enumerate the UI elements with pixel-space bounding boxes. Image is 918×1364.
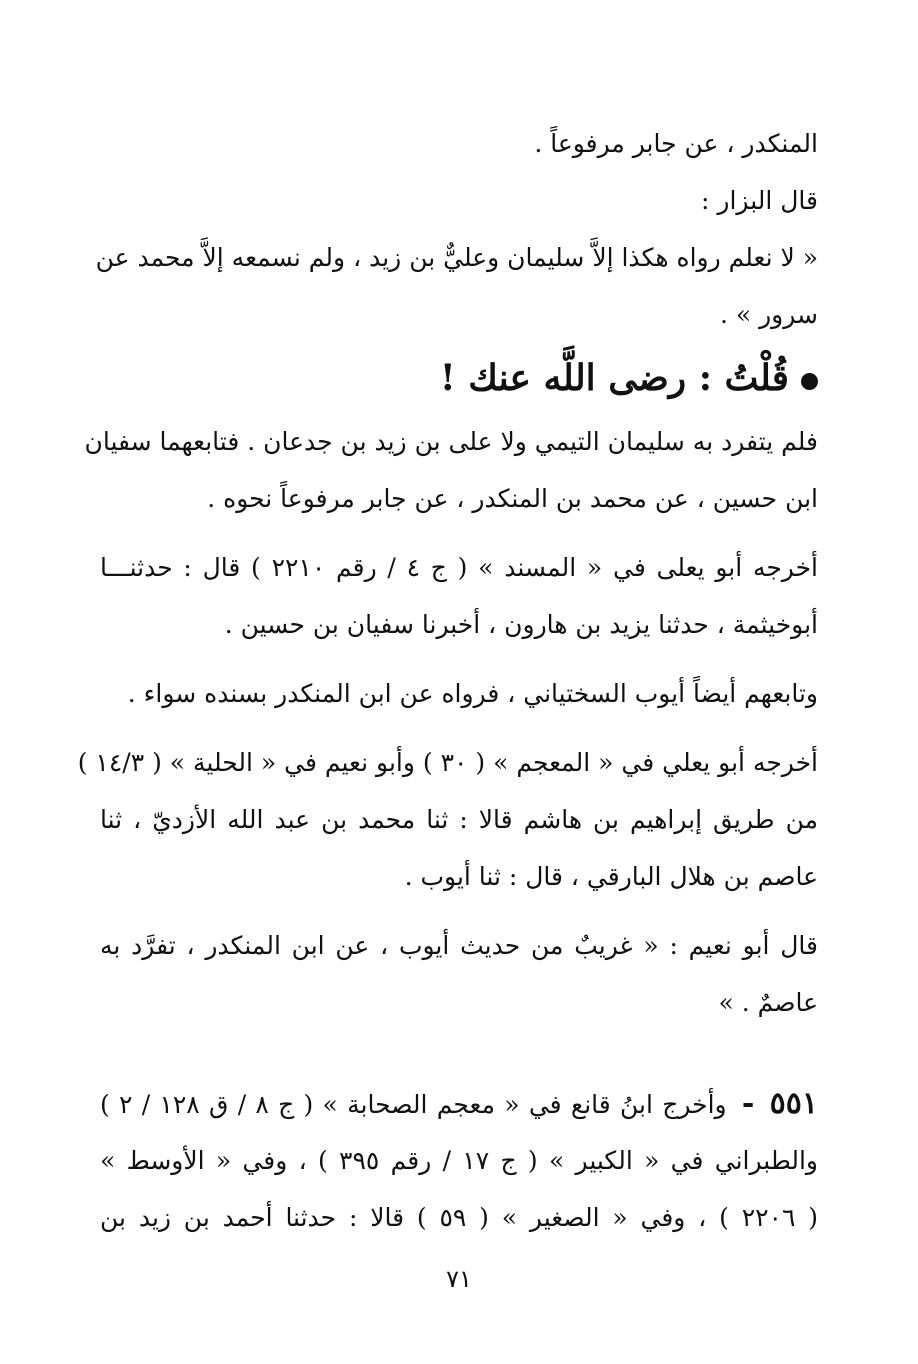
entry-dash: -	[741, 1086, 755, 1121]
text-line: المنكدر ، عن جابر مرفوعاً .	[534, 129, 818, 158]
text-line: ( ٢٢٠٦ ) ، وفي « الصغير » ( ٥٩ ) قالا : حدثنا أحمد بن زيد بن	[100, 1203, 818, 1232]
text-line: قال البزار :	[701, 186, 818, 215]
entry-text: وأخرج ابنُ قانع في « معجم الصحابة » ( ج ٨ / ق ١٢٨ / ٢ )	[100, 1090, 727, 1119]
text-line: قال أبو نعيم : « غريبٌ من حديث أيوب ، عن ابن المنكدر ، تفرَّد به	[100, 931, 818, 960]
text-line: وتابعهم أيضاً أيوب السختياني ، فرواه عن ابن المنكدر بسنده سواء .	[127, 679, 818, 708]
section-heading	[100, 343, 818, 413]
text-line: والطبراني في « الكبير » ( ج ١٧ / رقم ٣٩٥ ) ، وفي « الأوسط »	[100, 1146, 818, 1175]
entry-number: ٥٥١	[769, 1086, 818, 1121]
heading-text: قُلْتُ : رضى اللَّه عنك !	[439, 357, 789, 399]
page-number: ٧١	[446, 1265, 472, 1293]
text-line: فلم يتفرد به سليمان التيمي ولا على بن زيد بن جدعان . فتابعهما سفيان	[84, 427, 818, 456]
text-line: أبوخيثمة ، حدثنا يزيد بن هارون ، أخبرنا سفيان بن حسين .	[224, 610, 818, 639]
text-line: عاصمٌ . »	[718, 988, 818, 1017]
text-line: « لا نعلم رواه هكذا إلاَّ سليمان وعليٌّ بن زيد ، ولم نسمعه إلاَّ محمد عن	[95, 243, 818, 272]
bullet-icon	[801, 373, 818, 390]
page-body	[77, 115, 818, 1246]
text-line: أخرجه أبو يعلي في « المعجم » ( ٣٠ ) وأبو نعيم في « الحلية » ( ١٤/٣ )	[77, 748, 818, 777]
text-line: ابن حسين ، عن محمد بن المنكدر ، عن جابر مرفوعاً نحوه .	[207, 484, 818, 513]
text-line: سرور » .	[719, 300, 818, 329]
text-line: أخرجه أبو يعلى في « المسند » ( ج ٤ / رقم ٢٢١٠ ) قال : حدثنـــا	[100, 553, 818, 582]
entry-line	[100, 1075, 818, 1132]
text-line: من طريق إبراهيم بن هاشم قالا : ثنا محمد بن عبد الله الأزديّ ، ثنا	[100, 805, 818, 834]
text-line: عاصم بن هلال البارقي ، قال : ثنا أيوب .	[404, 862, 818, 891]
